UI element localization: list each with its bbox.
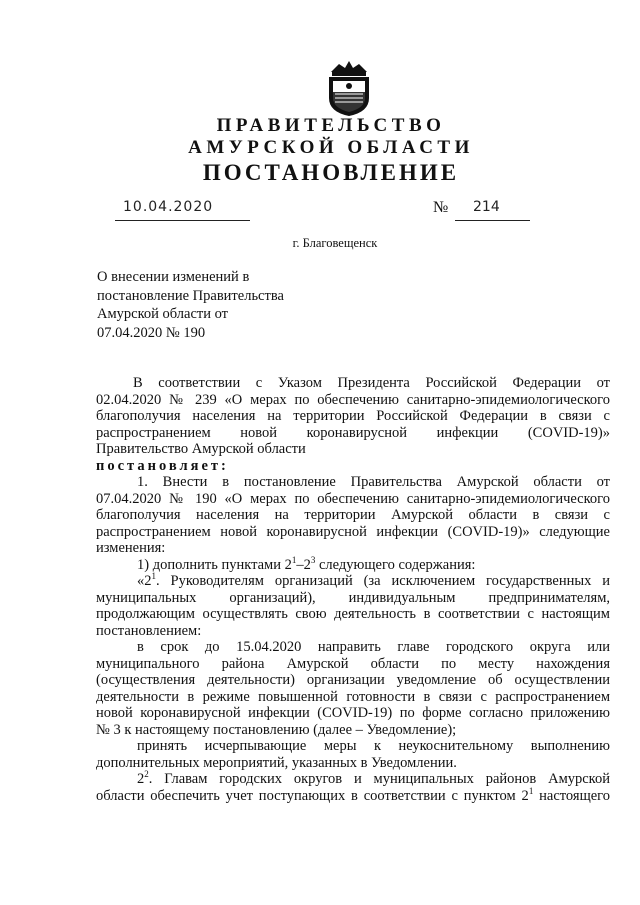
body-line: принять исчерпывающие меры к неукоснительному выполнению <box>137 738 610 754</box>
city-line: г. Благовещенск <box>292 236 378 250</box>
coat-of-arms-icon <box>323 58 375 118</box>
body-line: 1) дополнить пунктами $2^1-2^3$ следующего содержания: <box>137 554 476 573</box>
body-line: новой коронавирусной инфекции (COVID-19) по форме согласно приложению <box>96 705 610 721</box>
body-line: постановлением: <box>96 622 202 639</box>
date-field <box>115 198 250 221</box>
body-line: благополучия населения на территории Российской Федерации в связи с <box>96 408 610 424</box>
subject-line: Амурской области от <box>97 306 229 322</box>
subject-line: 07.04.2020 № 190 <box>97 324 206 341</box>
subject-line: О внесении изменений в <box>97 269 250 285</box>
body-line: 07.04.2020 № 190 «О мерах по обеспечению санитарно-эпидемиологического <box>96 490 610 507</box>
body-line: изменения: <box>96 540 166 556</box>
body-line: продолжающим осуществлять свою деятельность в соответствии с настоящим <box>96 606 610 622</box>
decree-word: постановляет: <box>96 457 229 474</box>
handwritten-date: 10.04.2020 <box>123 199 214 215</box>
body-line: муниципального района Амурской области по месту нахождения <box>96 655 610 672</box>
body-line: муниципальных организаций), индивидуальным предпринимателям, <box>96 589 610 606</box>
body-line: распространением новой коронавирусной инфекции (COVID-19)» следующие <box>96 523 610 540</box>
body-line: В соответствии с Указом Президента Российской Федерации от <box>133 375 610 391</box>
document-type-title: ПОСТАНОВЛЕНИЕ <box>202 160 460 185</box>
body-line: Правительство Амурской области <box>96 441 306 457</box>
subject-line: постановление Правительства <box>97 287 284 304</box>
document-body <box>96 375 610 804</box>
body-line: «$2^1$. Руководителям организаций (за исключением государственных и <box>137 571 610 589</box>
government-title: ПРАВИТЕЛЬСТВО <box>216 115 446 136</box>
body-line: в срок до 15.04.2020 направить главе городского округа или <box>137 639 610 655</box>
number-field <box>455 198 530 221</box>
handwritten-number: 214 <box>473 199 500 215</box>
body-line: 1. Внести в постановление Правительства Амурской области от <box>137 474 610 490</box>
body-line: деятельности в режиме повышенной готовности в связи с распространением <box>96 688 610 705</box>
body-line: благополучия населения на территории Амурской области в связи с <box>96 507 610 523</box>
body-line: распространением новой коронавирусной инфекции (COVID-19)» <box>96 424 610 441</box>
number-label: № <box>433 199 449 216</box>
body-line: дополнительных мероприятий, указанных в Уведомлении. <box>96 754 457 771</box>
body-line: $2^2$. Главам городских округов и муниципальных районов Амурской <box>137 769 610 787</box>
body-line: (осуществления деятельности) организации уведомление об осуществлении <box>96 672 610 688</box>
subject-block <box>97 268 284 342</box>
region-title: АМУРСКОЙ ОБЛАСТИ <box>188 137 474 158</box>
body-line: области обеспечить учет поступающих в соответствии с пунктом $2^1$ настоящего <box>96 785 611 804</box>
body-line: № 3 к настоящему постановлению (далее – Уведомление); <box>96 721 457 738</box>
body-line: 02.04.2020 № 239 «О мерах по обеспечению санитарно-эпидемиологического <box>96 391 610 408</box>
